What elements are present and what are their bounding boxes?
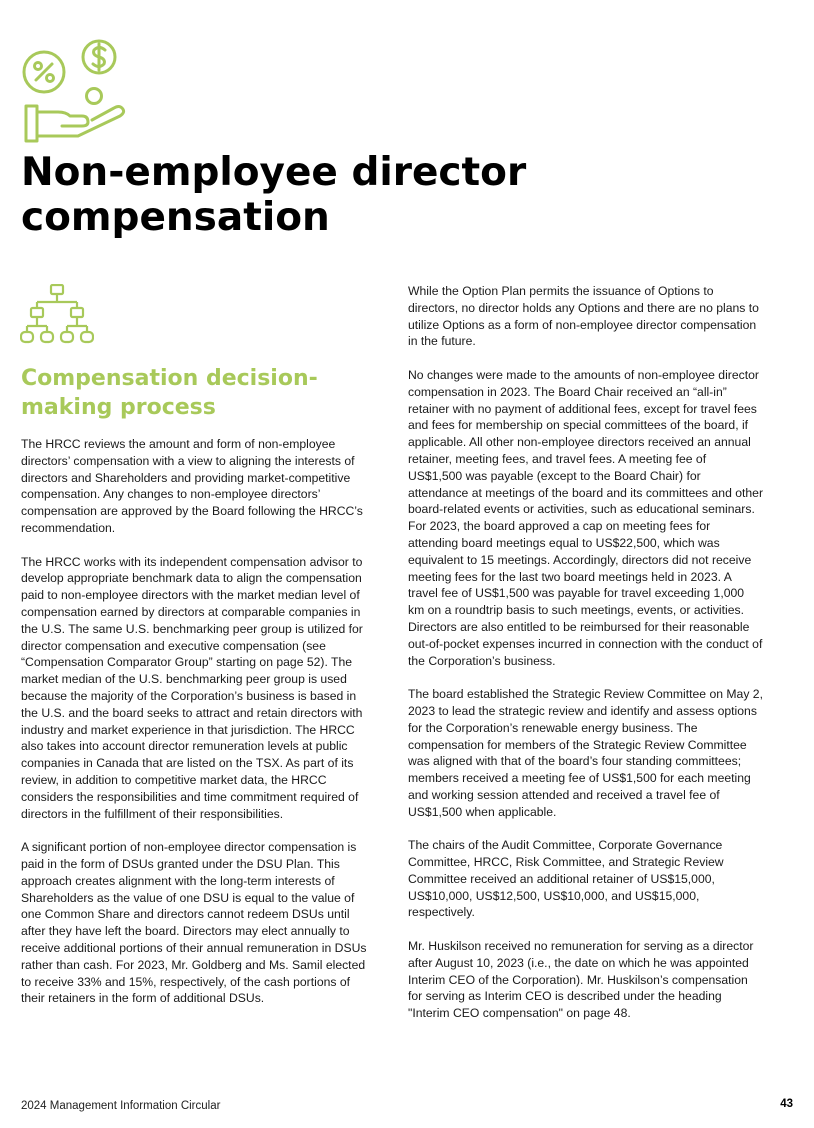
paragraph: The HRCC reviews the amount and form of non-employee directors’ compensation with a view to aligning the interests of directors and Shareholders and providing market-competitive compensation. Any changes to non-employee directors’ compensation are approved by the Board following the HRCC’s recommendation. bbox=[21, 437, 363, 535]
paragraph: Mr. Huskilson received no remuneration for serving as a director after August 10, 2023 (i.e., the date on which he was appointed Interim CEO of the Corporation). Mr. Huskilson’s compensation for serving as Interim CEO is described under the heading "Interim CEO compensation" on page 48. bbox=[408, 939, 754, 1021]
paragraph: No changes were made to the amounts of non-employee director compensation in 2023. The Board Chair received an “all-in” retainer with no payment of additional fees, except for travel fees and fees for membership on special committees of the board, if applicable. All other non-employee directors received an annual retainer, meeting fees, and travel fees. A meeting fee of US$1,500 was payable (except to the Board Chair) for attendance at meetings of the board and its committees and other board-related events or activities, such as educational seminars. For 2023, the board approved a cap on meeting fees for attending board meetings equal to US$22,500, which was equivalent to 15 meetings. Accordingly, directors did not receive meeting fees for the last two board meetings held in 2023. A travel fee of US$1,500 was payable for travel exceeding 1,000 km on a roundtrip basis to such meetings, events, or activities. Directors are also entitled to be reimbursed for their reasonable out-of-pocket expenses incurred in connection with the conduct of the Corporation’s business. bbox=[408, 367, 764, 668]
page-number: 43 bbox=[780, 1098, 793, 1110]
footer-document-title: 2024 Management Information Circular bbox=[21, 1100, 221, 1112]
paragraph: While the Option Plan permits the issuance of Options to directors, no director holds any Options and there are no plans to utilize Options as a form of non-employee director compensation in the future. bbox=[408, 284, 759, 349]
section-heading: Compensation decision-making process bbox=[21, 366, 318, 420]
paragraph: The chairs of the Audit Committee, Corporate Governance Committee, HRCC, Risk Committee, and Strategic Review Committee received an additional retainer of US$15,000, US$10,000, US$12,500, US$10,000, and US$15,000, respectively. bbox=[408, 838, 724, 920]
percent-dollar-hand-icon bbox=[20, 36, 130, 146]
paragraph: The HRCC works with its independent compensation advisor to develop appropriate benchmark data to align the compensation paid to non-employee directors with the market median level of compensation earned by directors at comparable companies in the U.S. The same U.S. benchmarking peer group is utilized for director compensation and executive compensation (see “Compensation Comparator Group” starting on page 52). The market median of the U.S. benchmarking peer group is used because the majority of the Corporation’s business is based in the U.S. and the board seeks to attract and retain directors with industry and market experience in that jurisdiction. The HRCC also takes into account director remuneration levels at public companies in Canada that are listed on the TSX. As part of its review, in addition to competitive market data, the HRCC considers the responsibilities and time commitment required of directors in the fulfillment of their responsibilities. bbox=[21, 554, 363, 821]
left-column bbox=[21, 436, 371, 1024]
page-title: Non-employee director compensation bbox=[21, 150, 527, 240]
right-column bbox=[408, 283, 763, 1039]
paragraph: A significant portion of non-employee director compensation is paid in the form of DSUs granted under the DSU Plan. This approach creates alignment with the long-term interests of Shareholders as the value of one DSU is equal to the value of one Common Share and directors cannot redeem DSUs until after they have left the board. Directors may elect annually to receive additional portions of their annual remuneration in DSUs rather than cash. For 2023, Mr. Goldberg and Ms. Samil elected to receive 33% and 15%, respectively, of the cash portions of their retainers in the form of additional DSUs. bbox=[21, 840, 367, 1006]
paragraph: The board established the Strategic Review Committee on May 2, 2023 to lead the strategic review and identify and assess options for the Corporation’s renewable energy business. The compensation for members of the Strategic Review Committee was aligned with that of the board’s four standing committees; members received a meeting fee of US$1,500 for each meeting and working session attended and received a travel fee of US$1,500 when applicable. bbox=[408, 687, 763, 819]
org-chart-icon bbox=[20, 284, 94, 358]
